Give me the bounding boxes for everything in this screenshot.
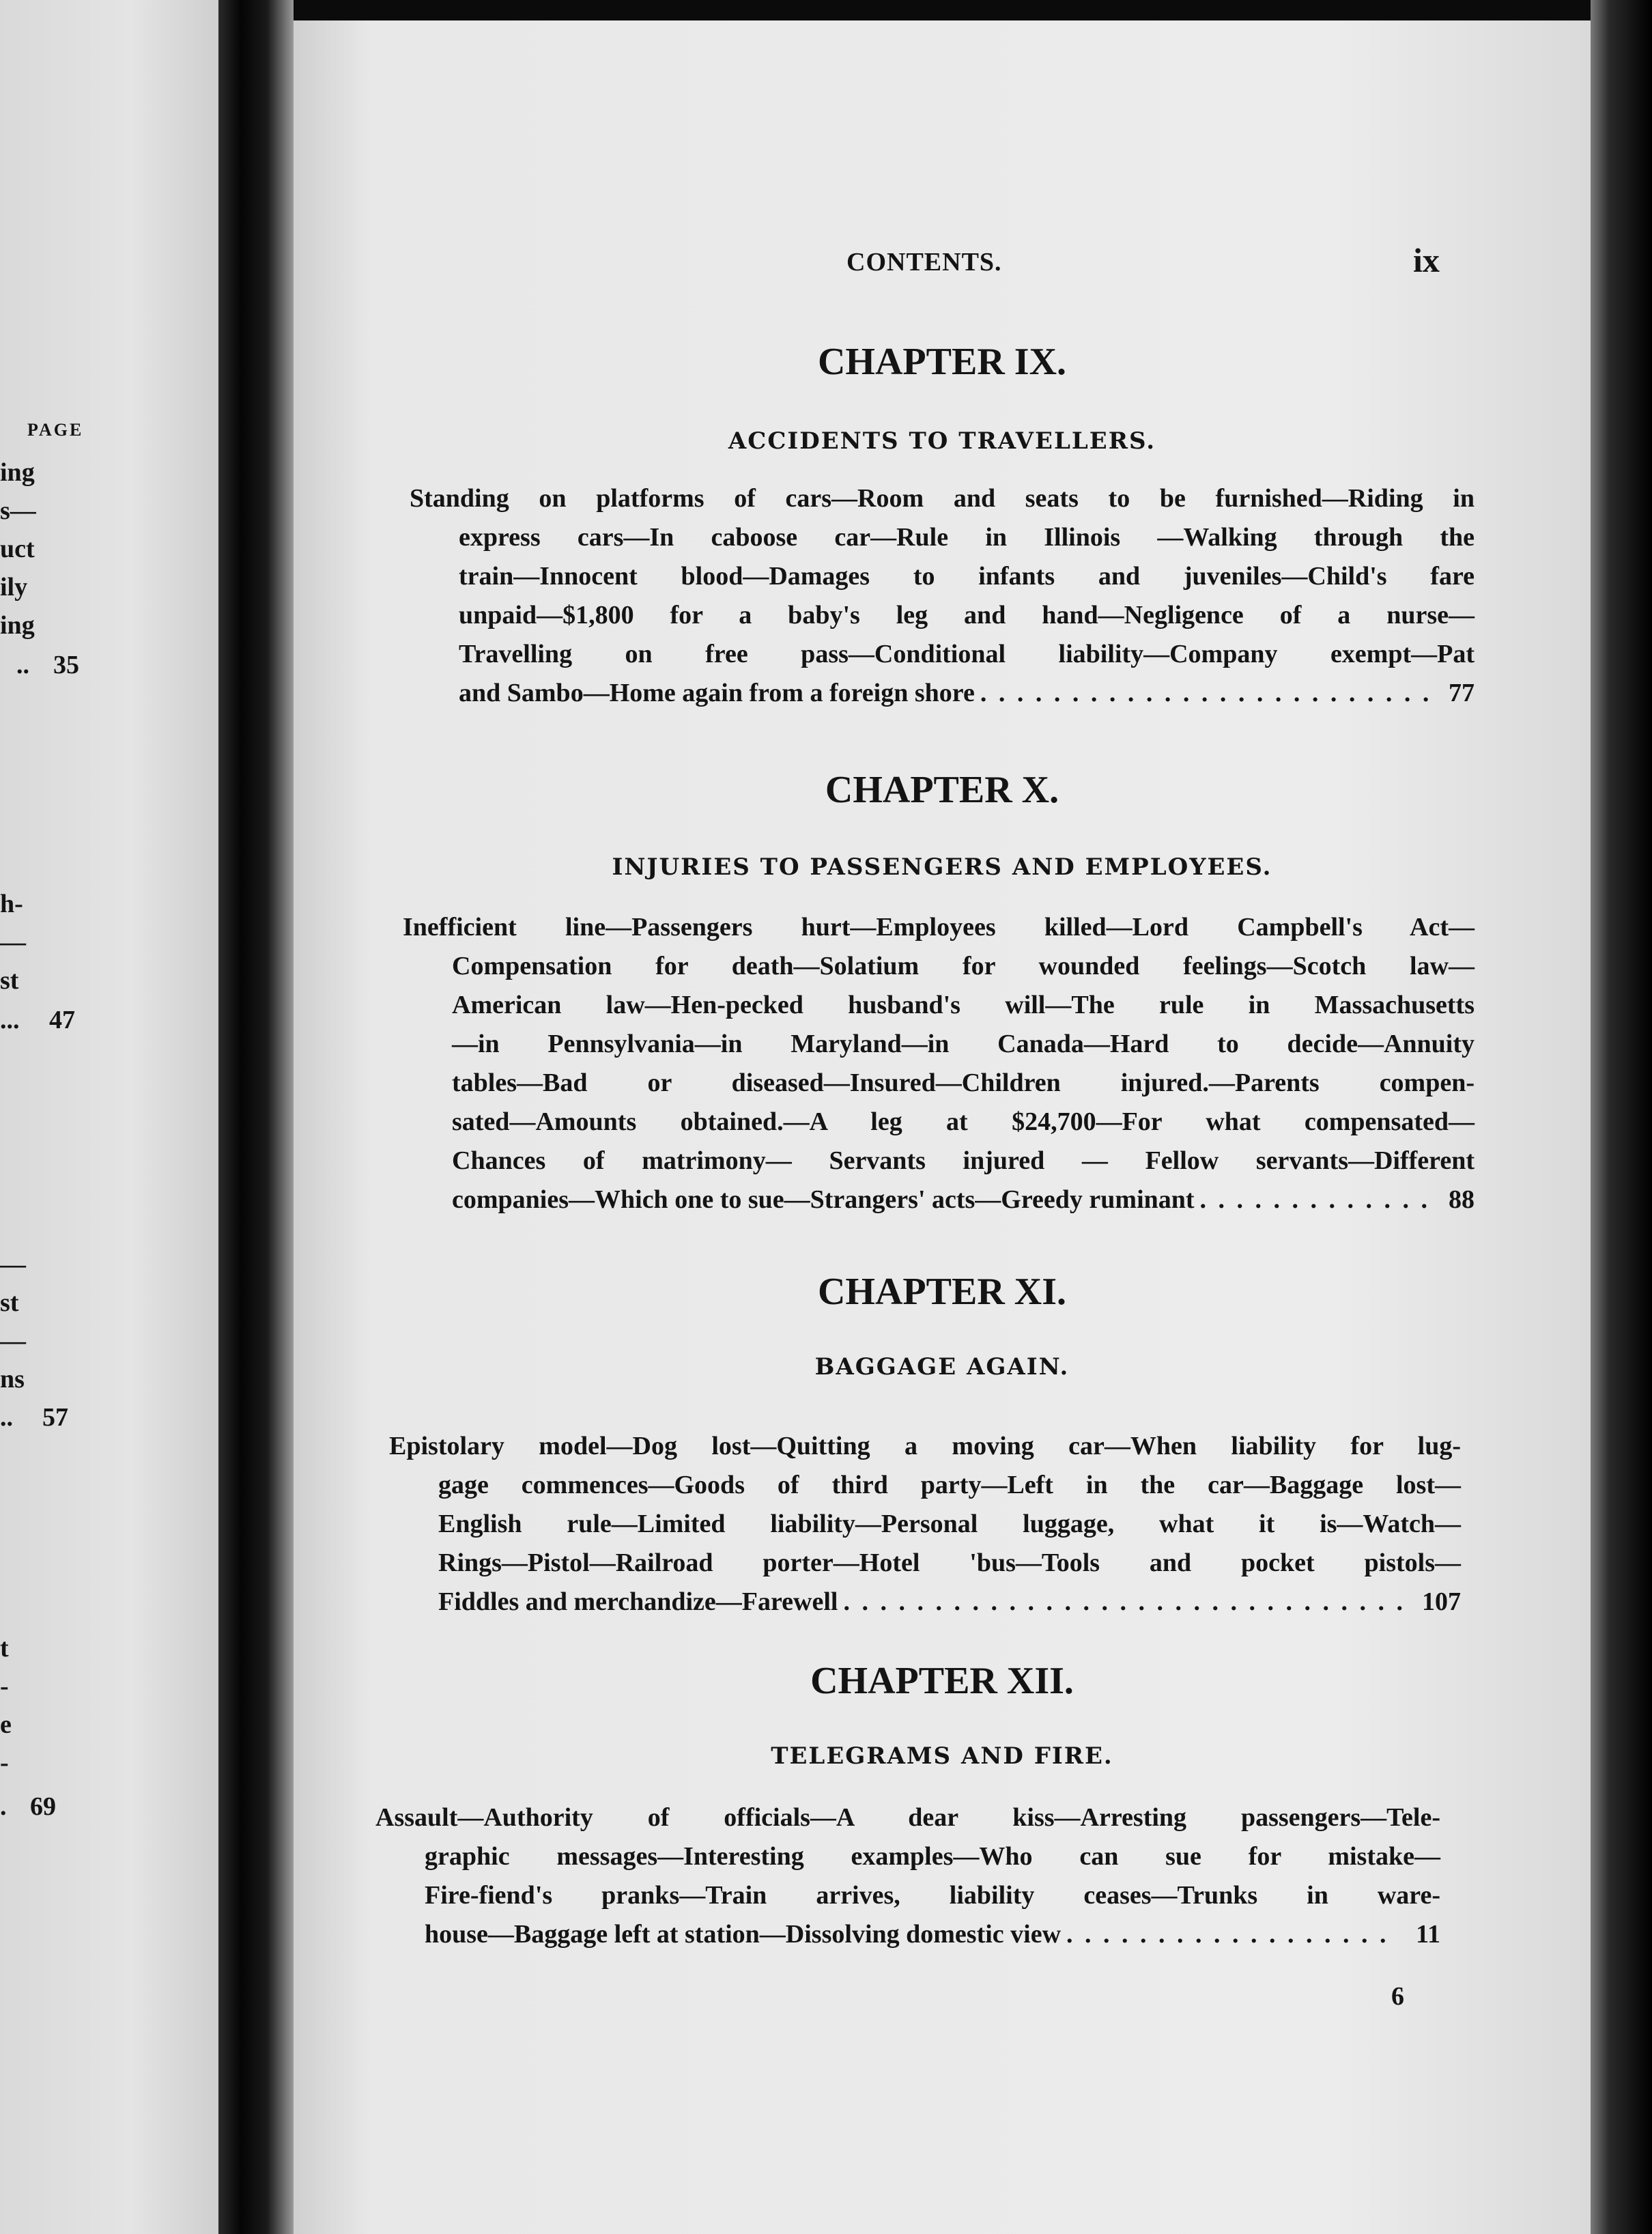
running-head: CONTENTS. [846,248,1002,277]
chapter-title: CHAPTER IX. [817,341,1067,383]
chapter-title: CHAPTER X. [825,769,1059,811]
left-line-fragment: ing [0,458,35,487]
summary-line: graphic messages—Interesting examples—Who can sue for mistake— [425,1842,1440,1871]
left-page-number: 69 [30,1792,56,1821]
summary-line: house—Baggage left at station—Dissolving domestic view [425,1920,1062,1949]
left-line-fragment: — [0,1250,26,1279]
summary-last-line [452,1180,1475,1219]
chapter-summary [403,908,1475,1219]
left-line-fragment: st [0,1288,19,1317]
summary-line: train—Innocent blood—Damages to infants and juveniles—Child's fare [459,562,1475,591]
summary-line: Fire-fiend's pranks—Train arrives, liability ceases—Trunks in ware- [425,1881,1440,1910]
left-line-fragment: ... [0,1006,20,1034]
chapter-summary [410,479,1475,713]
summary-line: unpaid—$1,800 for a baby's leg and hand—Negligence of a nurse— [459,601,1475,630]
left-page-number: 57 [42,1403,68,1432]
summary-line: Inefficient line—Passengers hurt—Employees killed—Lord Campbell's Act— [403,913,1475,942]
chapter-summary [375,1798,1440,1954]
left-page-number: 35 [53,651,79,679]
summary-line: American law—Hen-pecked husband's will—The rule in Massachusetts [452,991,1475,1019]
left-line-fragment: .. [0,1403,13,1432]
left-line-fragment: .. [16,651,29,679]
chapter-title: CHAPTER XII. [810,1660,1074,1702]
left-line-fragment: st [0,966,19,995]
summary-last-line [459,674,1475,713]
summary-line: —in Pennsylvania—in Maryland—in Canada—Hard to decide—Annuity [452,1030,1475,1058]
left-line-fragment: . [0,1792,7,1821]
dot-leader [1200,1180,1429,1219]
left-line-fragment: t [0,1634,9,1663]
summary-line: Chances of matrimony— Servants injured — Fellow servants—Different [452,1146,1475,1175]
summary-line: companies—Which one to sue—Strangers' acts—Greedy ruminant [452,1185,1195,1214]
summary-line: Travelling on free pass—Conditional liability—Company exempt—Pat [459,640,1475,668]
chapter-page-number: 107 [1422,1587,1461,1616]
chapter-subtitle: BAGGAGE AGAIN. [814,1353,1070,1381]
summary-last-line [425,1915,1440,1954]
left-page-number: 47 [49,1006,75,1034]
summary-line: English rule—Limited liability—Personal luggage, what it is—Watch— [438,1510,1461,1538]
chapter-page-number: 11 [1416,1920,1440,1949]
left-line-fragment: h- [0,890,23,918]
chapter-subtitle: TELEGRAMS AND FIRE. [771,1742,1113,1770]
left-line-fragment: e [0,1710,12,1739]
left-line-fragment: — [0,928,26,957]
summary-line: and Sambo—Home again from a foreign shore [459,679,975,707]
summary-line: sated—Amounts obtained.—A leg at $24,700—For what compensated— [452,1107,1475,1136]
page-number-overflow: 6 [1391,1982,1404,2011]
left-line-fragment: - [0,1749,9,1777]
dot-leader [980,674,1429,713]
dot-leader [1066,1915,1397,1954]
summary-line: Assault—Authority of officials—A dear kiss—Arresting passengers—Tele- [375,1803,1440,1832]
left-line-fragment: ing [0,611,35,640]
left-line-fragment: uct [0,535,35,563]
chapter-title: CHAPTER XI. [817,1271,1067,1313]
summary-line: gage commences—Goods of third party—Left in the car—Baggage lost— [438,1471,1461,1499]
page-folio: ix [1413,241,1440,279]
contents-page [294,20,1591,2234]
chapter-subtitle: ACCIDENTS TO TRAVELLERS. [728,427,1156,455]
left-facing-page [0,0,218,2234]
book-gutter [218,0,294,2234]
summary-line: express cars—In caboose car—Rule in Illinois —Walking through the [459,523,1475,552]
summary-line: Compensation for death—Solatium for wounded feelings—Scotch law— [452,952,1475,980]
chapter-summary [389,1427,1461,1622]
summary-line: Fiddles and merchandize—Farewell [438,1587,838,1616]
summary-line: Standing on platforms of cars—Room and seats to be furnished—Riding in [410,484,1475,513]
chapter-page-number: 77 [1449,679,1475,707]
left-line-fragment: — [0,1327,26,1355]
left-line-fragment: ily [0,573,28,602]
chapter-subtitle: INJURIES TO PASSENGERS AND EMPLOYEES. [612,853,1272,881]
summary-line: Rings—Pistol—Railroad porter—Hotel 'bus—Tools and pocket pistols— [438,1549,1461,1577]
page-edge-shadow [1591,0,1652,2234]
chapter-page-number: 88 [1449,1185,1475,1214]
summary-line: Epistolary model—Dog lost—Quitting a moving car—When liability for lug- [389,1432,1461,1460]
summary-last-line [438,1583,1461,1622]
left-line-fragment: ns [0,1365,25,1394]
dot-leader [843,1583,1403,1622]
summary-line: tables—Bad or diseased—Insured—Children injured.—Parents compen- [452,1069,1475,1097]
left-page-header-fragment: PAGE [27,420,84,440]
left-line-fragment: - [0,1672,9,1701]
left-line-fragment: s— [0,496,36,525]
